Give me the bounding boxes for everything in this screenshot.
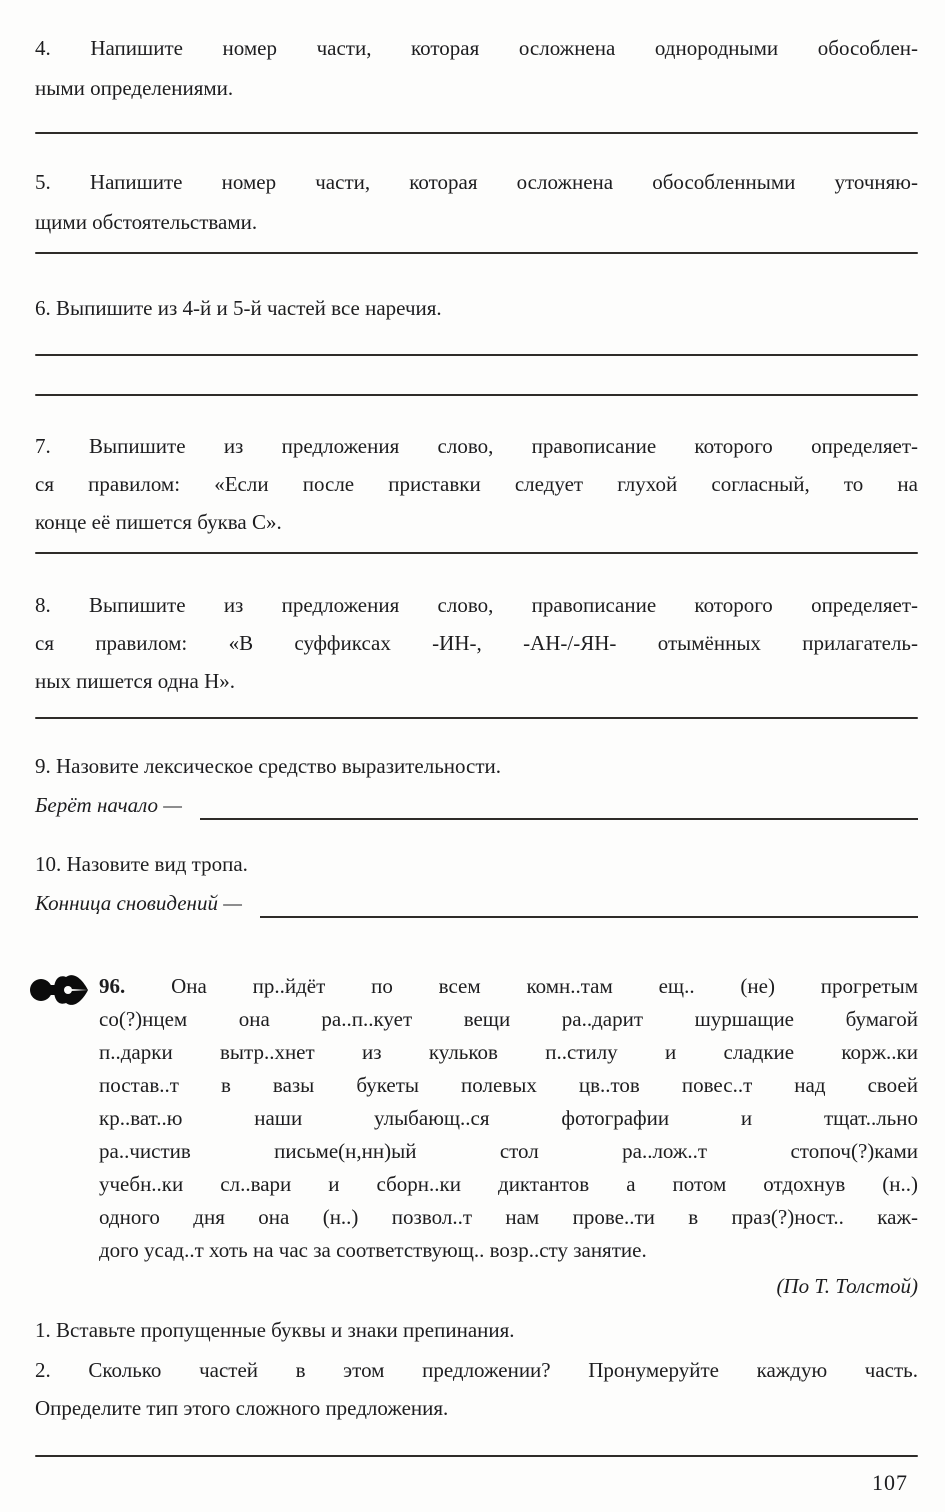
subtask-2-line: 2. Сколько частей в этом предложении? Пронумеруйте каждую часть. [35, 1358, 918, 1382]
task-5-line: щими обстоятельствами. [35, 210, 258, 234]
task-5-line: 5. Напишите номер части, которая осложнена обособленными уточняю- [35, 170, 918, 194]
answer-line [200, 792, 918, 820]
task-4 [35, 28, 918, 108]
task-9-prompt: Берёт начало — [35, 793, 182, 817]
answer-line [35, 552, 918, 554]
exercise-96 [99, 970, 918, 1301]
task-7-line: 7. Выпишите из предложения слово, правописание которого определяет- [35, 434, 918, 458]
exercise-96-text: Она пр..йдёт по всем комн..там ещ.. (не) прогретым [171, 974, 918, 998]
task-6 [35, 288, 918, 328]
task-10-prompt: Конница сновидений — [35, 891, 242, 915]
task-7-line: ся правилом: «Если после приставки следует глухой согласный, то на [35, 472, 918, 496]
pen-nib-icon [29, 969, 89, 1011]
exercise-96-line: ра..чистив письме(н,нн)ый стол ра..лож..т стопоч(?)ками [99, 1139, 918, 1163]
exercise-96-line: со(?)нцем она ра..п..кует вещи ра..дарит шуршащие бумагой [99, 1007, 918, 1031]
task-10-answer-row [35, 884, 918, 918]
task-6-line: 6. Выпишите из 4-й и 5-й частей все наречия. [35, 296, 442, 320]
subtask-1: 1. Вставьте пропущенные буквы и знаки препинания. [35, 1318, 515, 1342]
footer-rule [35, 1455, 918, 1457]
exercise-96-line: п..дарки вытр..хнет из кульков п..стилу и сладкие корж..ки [99, 1040, 918, 1064]
exercise-96-line: учебн..ки сл..вари и сборн..ки диктантов а потом отдохнув (н..) [99, 1172, 918, 1196]
exercise-96-line: кр..ват..ю наши улыбающ..ся фотографии и тщат..льно [99, 1106, 918, 1130]
answer-line [35, 717, 918, 719]
task-4-line: ными определениями. [35, 76, 234, 100]
task-8-line: 8. Выпишите из предложения слово, правописание которого определяет- [35, 593, 918, 617]
exercise-96-line: дого усад..т хоть на час за соответствующ.. возр..сту занятие. [99, 1238, 647, 1262]
answer-line [35, 394, 918, 396]
task-8 [35, 586, 918, 700]
exercise-96-number: 96. [99, 974, 126, 998]
answer-line [260, 890, 918, 918]
exercise-96-line [99, 970, 918, 1003]
task-10-line: 10. Назовите вид тропа. [35, 852, 248, 876]
task-7 [35, 427, 918, 541]
answer-line [35, 132, 918, 134]
task-7-line: конце её пишется буква С». [35, 510, 282, 534]
answer-line [35, 252, 918, 254]
subtask-2 [35, 1351, 918, 1427]
task-5 [35, 162, 918, 242]
subtask-2-line: Определите тип этого сложного предложения. [35, 1396, 449, 1420]
task-9 [35, 746, 918, 820]
answer-line [35, 354, 918, 356]
exercise-96-line: постав..т в вазы букеты полевых цв..тов повес..т над своей [99, 1073, 918, 1097]
exercise-attribution: (По Т. Толстой) [776, 1274, 918, 1298]
task-10 [35, 844, 918, 918]
page-number: 107 [872, 1470, 908, 1495]
task-4-line: 4. Напишите номер части, которая осложнена однородными обособлен- [35, 36, 918, 60]
task-8-line: ных пишется одна Н». [35, 669, 236, 693]
exercise-96-line: одного дня она (н..) позвол..т нам прове..ти в праз(?)ност.. каж- [99, 1205, 918, 1229]
task-9-answer-row [35, 786, 918, 820]
task-8-line: ся правилом: «В суффиксах -ИН-, -АН-/-ЯН- отымённых прилагатель- [35, 631, 918, 655]
task-9-line: 9. Назовите лексическое средство выразительности. [35, 754, 502, 778]
